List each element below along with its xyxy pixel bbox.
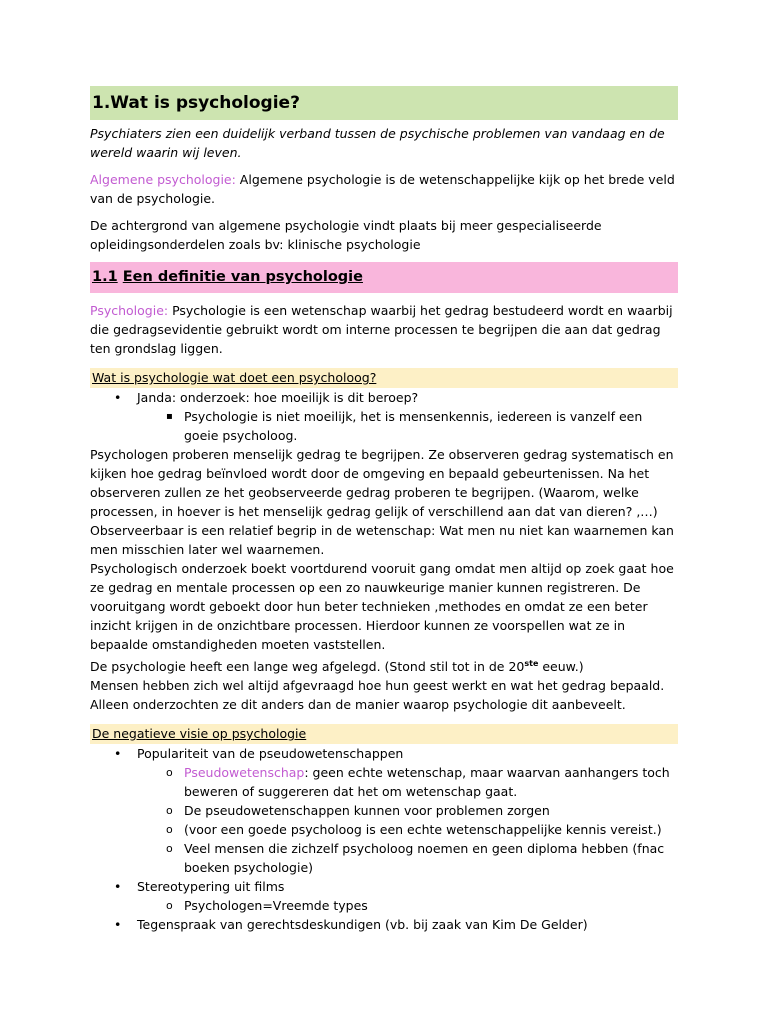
body-paragraph: Observeerbaar is een relatief begrip in de wetenschap: Wat men nu niet kan waarnemen kan men misschien later wel waarnemen.	[90, 523, 674, 557]
document-page	[90, 86, 678, 934]
list-item: o Psychologen=Vreemde types	[90, 896, 678, 915]
definition-text: Psychologie is een wetenschap waarbij het gedrag bestudeerd wordt en waarbij die gedragsevidentie gebruikt wordt om interne processen te begrijpen die aan dat gedrag ten grondslag liggen.	[90, 303, 673, 356]
list-item: ▪ Psychologie is niet moeilijk, het is mensenkennis, iedereen is vanzelf een goeie psycholoog.	[90, 407, 678, 445]
definition-term: Algemene psychologie:	[90, 172, 236, 187]
list-item: • Populariteit van de pseudowetenschappen	[90, 744, 678, 763]
body-paragraph	[90, 654, 678, 676]
heading-number: 1.1	[92, 269, 118, 285]
list-item: o (voor een goede psycholoog is een echte wetenschappelijke kennis vereist.)	[90, 820, 678, 839]
heading-definitie	[90, 262, 678, 293]
heading-title: De negatieve visie op psychologie	[92, 726, 307, 742]
heading-wat-doet-psycholoog	[90, 368, 678, 388]
text-span: De psychologie heeft een lange weg afgelegd. (Stond stil tot in de 20	[90, 659, 525, 675]
janda-list	[90, 388, 678, 445]
term-text: : geen echte wetenschap, maar waarvan aanhangers toch beweren of suggereren dat het om wetenschap gaat.	[184, 765, 670, 800]
definition-algemene-psychologie	[90, 170, 678, 208]
list-item: • Tegenspraak van gerechtsdeskundigen (vb. bij zaak van Kim De Gelder)	[90, 915, 678, 934]
definition-psychologie	[90, 301, 678, 358]
list-item: o De pseudowetenschappen kunnen voor problemen zorgen	[90, 801, 678, 820]
list-item: • Stereotypering uit films	[90, 877, 678, 896]
body-paragraph: Mensen hebben zich wel altijd afgevraagd hoe hun geest werkt en wat het gedrag bepaald. Alleen onderzochten ze dit anders dan de manier waarop psychologie dit aanbeveelt.	[90, 678, 665, 713]
background-paragraph: De achtergrond van algemene psychologie vindt plaats bij meer gespecialiseerde opleidingsonderdelen zoals bv: klinische psychologie	[90, 218, 602, 252]
body-paragraph: Psychologisch onderzoek boekt voortdurend vooruit gang omdat men altijd op zoek gaat hoe ze gedrag en mentale processen op een zo nauwkeurige manier kunnen registreren. De vooruitgang wordt geboekt door hun beter technieken ,methodes en omdat ze een beter inzicht krijgen in de onzichtbare processen. Hierdoor kunnen ze voorspellen wat ze in bepaalde omstandigheden moeten vaststellen.	[90, 561, 674, 652]
negatieve-visie-list	[90, 744, 678, 934]
definition-text: Algemene psychologie is de wetenschappelijke kijk op het brede veld van de psychologie.	[90, 172, 675, 206]
heading-title: Een definitie van psychologie	[122, 269, 363, 285]
body-paragraph: Psychologen proberen menselijk gedrag te begrijpen. Ze observeren gedrag systematisch en kijken hoe gedrag beïnvloed wordt door de omgeving en bepaald gebeurtenissen. Na het observeren zullen ze het geobserveerde gedrag proberen te begrijpen. (Waarom, welke processen, in hoever is het menselijk gedrag gelijk of verschillend aan dat van dieren? ,…)	[90, 447, 674, 519]
text-span: eeuw.)	[538, 659, 584, 675]
definition-term: Psychologie:	[90, 303, 169, 318]
intro-paragraph: Psychiaters zien een duidelijk verband tussen de psychische problemen van vandaag en de wereld waarin wij leven.	[90, 126, 665, 160]
heading-wat-is-psychologie: 1.Wat is psychologie?	[90, 86, 678, 120]
heading-title: Wat is psychologie wat doet een psycholoog?	[92, 370, 377, 385]
list-item: • Janda: onderzoek: hoe moeilijk is dit beroep?	[90, 388, 678, 407]
term-pseudowetenschap: Pseudowetenschap	[184, 765, 305, 781]
list-item: o Veel mensen die zichzelf psycholoog noemen en geen diploma hebben (fnac boeken psychologie)	[90, 839, 678, 877]
heading-negatieve-visie	[90, 724, 678, 744]
list-item	[90, 763, 678, 801]
superscript: ste	[524, 659, 539, 668]
